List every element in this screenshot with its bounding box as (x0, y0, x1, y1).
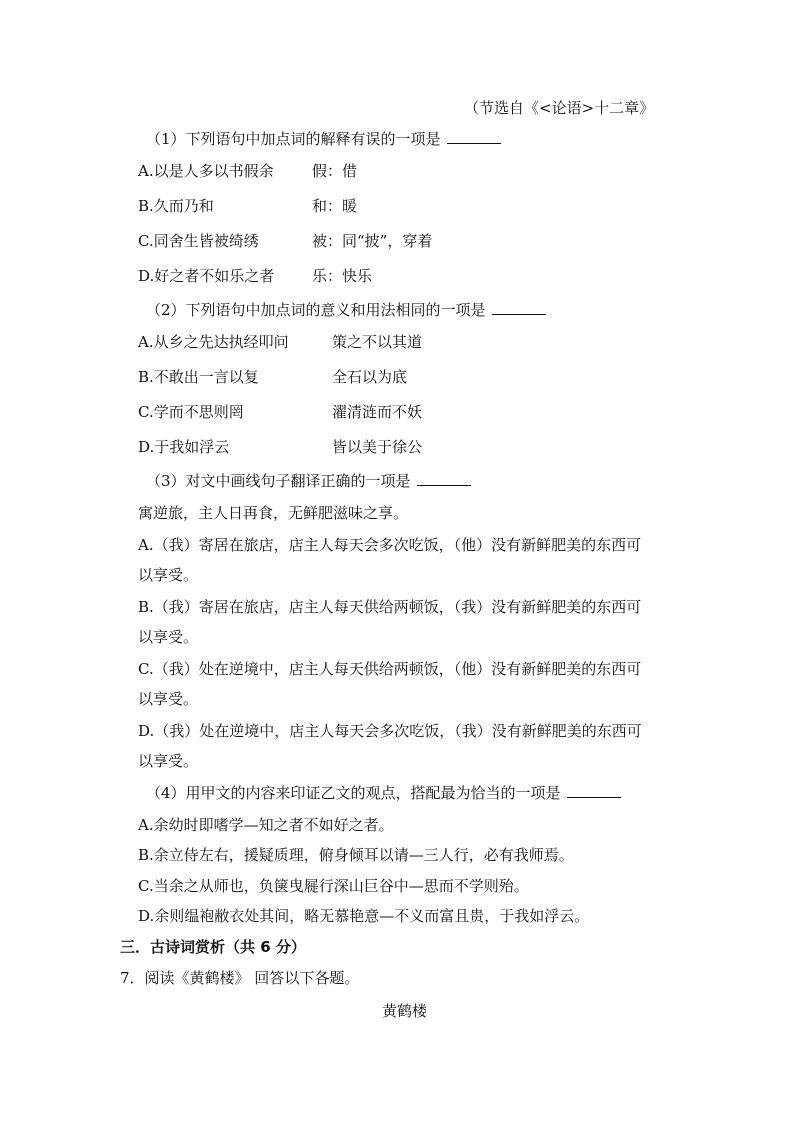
q2-option-a: A.从乡之先达执经叩问 (138, 333, 289, 351)
q1-option-a: A.以是人多以书假余 (138, 162, 274, 180)
q2-stem-text: （2）下列语句中加点词的意义和用法相同的一项是 (146, 301, 486, 319)
q1-option-b-gloss: 和：暖 (312, 197, 358, 215)
q4-option-b: B.余立侍左右，援疑质理，俯身倾耳以请—三人行，必有我师焉。 (138, 846, 574, 864)
q3-option-a: A.（我）寄居在旅店，店主人每天会多次吃饭，（他）没有新鲜肥美的东西可 (138, 536, 642, 554)
q3-option-b: B.（我）寄居在旅店，店主人每天供给两顿饭，（我）没有新鲜肥美的东西可 (138, 598, 642, 616)
q3-option-c: C.（我）处在逆境中，店主人每天供给两顿饭，（他）没有新鲜肥美的东西可 (138, 660, 642, 678)
q3-option-a-cont: 以享受。 (138, 566, 199, 584)
q3-option-c-cont: 以享受。 (138, 690, 199, 708)
q2-option-b: B.不敢出一言以复 (138, 368, 259, 386)
q2-option-d-compare: 皆以美于徐公 (332, 438, 423, 456)
source-note: （节选自《<论语>十二章》 (464, 99, 655, 117)
q3-stem (146, 471, 471, 491)
q2-option-a-compare: 策之不以其道 (332, 333, 423, 351)
q1-option-d: D.好之者不如乐之者 (138, 267, 275, 285)
answer-blank[interactable] (417, 471, 471, 486)
q4-option-d: D.余则缊袍敝衣处其间，略无慕艳意—不义而富且贵，于我如浮云。 (138, 907, 590, 925)
q4-option-a: A.余幼时即嗜学—知之者不如好之者。 (138, 816, 394, 834)
q3-sentence: 寓逆旅，主人日再食，无鲜肥滋味之享。 (138, 504, 409, 522)
q1-option-a-gloss: 假：借 (312, 162, 358, 180)
q1-option-b: B.久而乃和 (138, 197, 214, 215)
question-7: 7．阅读《黄鹤楼》 回答以下各题。 (120, 969, 360, 987)
q3-option-d-cont: 以享受。 (138, 752, 199, 770)
q2-stem (146, 300, 546, 320)
q2-option-d: D.于我如浮云 (138, 438, 230, 456)
q3-option-d: D.（我）处在逆境中，店主人每天会多次吃饭，（我）没有新鲜肥美的东西可 (138, 722, 642, 740)
q3-option-b-cont: 以享受。 (138, 628, 199, 646)
q2-option-c-compare: 濯清涟而不妖 (332, 403, 423, 421)
q4-stem-text: （4）用甲文的内容来印证乙文的观点，搭配最为恰当的一项是 (146, 784, 561, 802)
q4-option-c: C.当余之从师也，负箧曳屣行深山巨谷中—思而不学则殆。 (138, 877, 529, 895)
q4-stem (146, 783, 621, 803)
answer-blank[interactable] (492, 300, 546, 315)
poem-title: 黄鹤楼 (382, 1002, 428, 1020)
section-heading: 三．古诗词赏析（共 6 分） (120, 938, 306, 956)
q2-option-b-compare: 全石以为底 (332, 368, 408, 386)
q1-option-c-gloss: 被：同“披”，穿着 (312, 232, 433, 250)
q3-stem-text: （3）对文中画线句子翻译正确的一项是 (146, 472, 411, 490)
answer-blank[interactable] (567, 783, 621, 798)
q1-stem-text: （1）下列语句中加点词的解释有误的一项是 (146, 130, 441, 148)
q1-option-d-gloss: 乐：快乐 (312, 267, 373, 285)
q1-option-c: C.同舍生皆被绮绣 (138, 232, 259, 250)
answer-blank[interactable] (447, 129, 501, 144)
q2-option-c: C.学而不思则罔 (138, 403, 244, 421)
q1-stem (146, 129, 501, 149)
